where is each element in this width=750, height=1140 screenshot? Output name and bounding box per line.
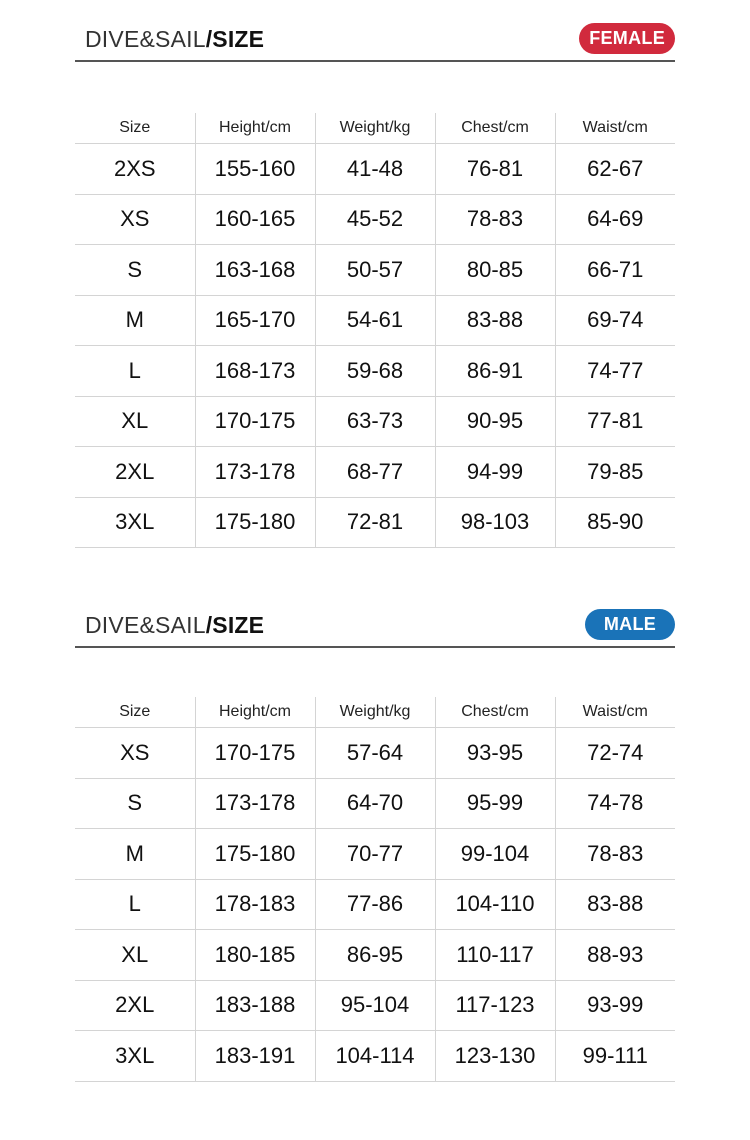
female-section-header	[75, 20, 675, 62]
measurement-cell: 104-110	[435, 879, 555, 930]
measurement-cell: 170-175	[195, 396, 315, 447]
column-header: Weight/kg	[315, 697, 435, 728]
male-section-header	[75, 606, 675, 648]
table-row	[75, 396, 675, 447]
measurement-cell: 165-170	[195, 295, 315, 346]
male-section-title	[85, 612, 264, 639]
table-row	[75, 346, 675, 397]
size-cell: XL	[75, 930, 195, 981]
measurement-cell: 99-111	[555, 1031, 675, 1082]
table-row	[75, 829, 675, 880]
measurement-cell: 41-48	[315, 144, 435, 195]
female-size-table	[75, 113, 675, 548]
table-header-row	[75, 113, 675, 144]
measurement-cell: 94-99	[435, 447, 555, 498]
measurement-cell: 104-114	[315, 1031, 435, 1082]
measurement-cell: 123-130	[435, 1031, 555, 1082]
size-cell: M	[75, 829, 195, 880]
brand-name: DIVE&SAIL	[85, 612, 206, 638]
table-row	[75, 778, 675, 829]
measurement-cell: 85-90	[555, 497, 675, 548]
measurement-cell: 170-175	[195, 728, 315, 779]
measurement-cell: 70-77	[315, 829, 435, 880]
table-row	[75, 295, 675, 346]
column-header: Size	[75, 113, 195, 144]
measurement-cell: 175-180	[195, 829, 315, 880]
measurement-cell: 78-83	[555, 829, 675, 880]
measurement-cell: 72-81	[315, 497, 435, 548]
size-cell: L	[75, 879, 195, 930]
measurement-cell: 175-180	[195, 497, 315, 548]
table-row	[75, 980, 675, 1031]
table-row	[75, 879, 675, 930]
table-row	[75, 1031, 675, 1082]
measurement-cell: 183-191	[195, 1031, 315, 1082]
size-label: SIZE	[212, 26, 265, 52]
measurement-cell: 160-165	[195, 194, 315, 245]
table-row	[75, 930, 675, 981]
size-cell: 3XL	[75, 497, 195, 548]
measurement-cell: 117-123	[435, 980, 555, 1031]
column-header: Waist/cm	[555, 113, 675, 144]
title-separator: /	[205, 26, 213, 52]
measurement-cell: 57-64	[315, 728, 435, 779]
measurement-cell: 74-78	[555, 778, 675, 829]
measurement-cell: 180-185	[195, 930, 315, 981]
measurement-cell: 178-183	[195, 879, 315, 930]
measurement-cell: 110-117	[435, 930, 555, 981]
measurement-cell: 77-81	[555, 396, 675, 447]
measurement-cell: 62-67	[555, 144, 675, 195]
table-row	[75, 497, 675, 548]
measurement-cell: 77-86	[315, 879, 435, 930]
measurement-cell: 63-73	[315, 396, 435, 447]
female-size-section	[75, 20, 675, 535]
size-cell: L	[75, 346, 195, 397]
female-section-title	[85, 26, 264, 53]
size-cell: 2XS	[75, 144, 195, 195]
measurement-cell: 95-99	[435, 778, 555, 829]
measurement-cell: 74-77	[555, 346, 675, 397]
measurement-cell: 78-83	[435, 194, 555, 245]
size-cell: 3XL	[75, 1031, 195, 1082]
size-label: SIZE	[212, 612, 265, 638]
measurement-cell: 168-173	[195, 346, 315, 397]
column-header: Size	[75, 697, 195, 728]
measurement-cell: 69-74	[555, 295, 675, 346]
measurement-cell: 93-95	[435, 728, 555, 779]
measurement-cell: 68-77	[315, 447, 435, 498]
measurement-cell: 183-188	[195, 980, 315, 1031]
measurement-cell: 59-68	[315, 346, 435, 397]
size-cell: XS	[75, 194, 195, 245]
size-cell: S	[75, 778, 195, 829]
male-size-section	[75, 606, 675, 1068]
measurement-cell: 173-178	[195, 778, 315, 829]
measurement-cell: 98-103	[435, 497, 555, 548]
table-row	[75, 447, 675, 498]
size-cell: XL	[75, 396, 195, 447]
measurement-cell: 90-95	[435, 396, 555, 447]
measurement-cell: 163-168	[195, 245, 315, 296]
column-header: Height/cm	[195, 697, 315, 728]
male-badge: MALE	[585, 609, 675, 640]
measurement-cell: 64-69	[555, 194, 675, 245]
table-row	[75, 728, 675, 779]
table-row	[75, 144, 675, 195]
size-cell: 2XL	[75, 447, 195, 498]
size-cell: 2XL	[75, 980, 195, 1031]
measurement-cell: 155-160	[195, 144, 315, 195]
measurement-cell: 66-71	[555, 245, 675, 296]
table-row	[75, 245, 675, 296]
female-badge: FEMALE	[579, 23, 675, 54]
column-header: Chest/cm	[435, 113, 555, 144]
title-separator: /	[205, 612, 213, 638]
measurement-cell: 72-74	[555, 728, 675, 779]
brand-name: DIVE&SAIL	[85, 26, 206, 52]
column-header: Height/cm	[195, 113, 315, 144]
size-cell: S	[75, 245, 195, 296]
measurement-cell: 93-99	[555, 980, 675, 1031]
table-header-row	[75, 697, 675, 728]
column-header: Chest/cm	[435, 697, 555, 728]
column-header: Waist/cm	[555, 697, 675, 728]
measurement-cell: 76-81	[435, 144, 555, 195]
size-cell: XS	[75, 728, 195, 779]
measurement-cell: 83-88	[555, 879, 675, 930]
measurement-cell: 86-91	[435, 346, 555, 397]
measurement-cell: 45-52	[315, 194, 435, 245]
measurement-cell: 83-88	[435, 295, 555, 346]
size-cell: M	[75, 295, 195, 346]
measurement-cell: 54-61	[315, 295, 435, 346]
column-header: Weight/kg	[315, 113, 435, 144]
measurement-cell: 64-70	[315, 778, 435, 829]
male-size-table	[75, 697, 675, 1082]
measurement-cell: 88-93	[555, 930, 675, 981]
measurement-cell: 95-104	[315, 980, 435, 1031]
measurement-cell: 86-95	[315, 930, 435, 981]
measurement-cell: 79-85	[555, 447, 675, 498]
table-row	[75, 194, 675, 245]
measurement-cell: 99-104	[435, 829, 555, 880]
measurement-cell: 80-85	[435, 245, 555, 296]
measurement-cell: 173-178	[195, 447, 315, 498]
measurement-cell: 50-57	[315, 245, 435, 296]
